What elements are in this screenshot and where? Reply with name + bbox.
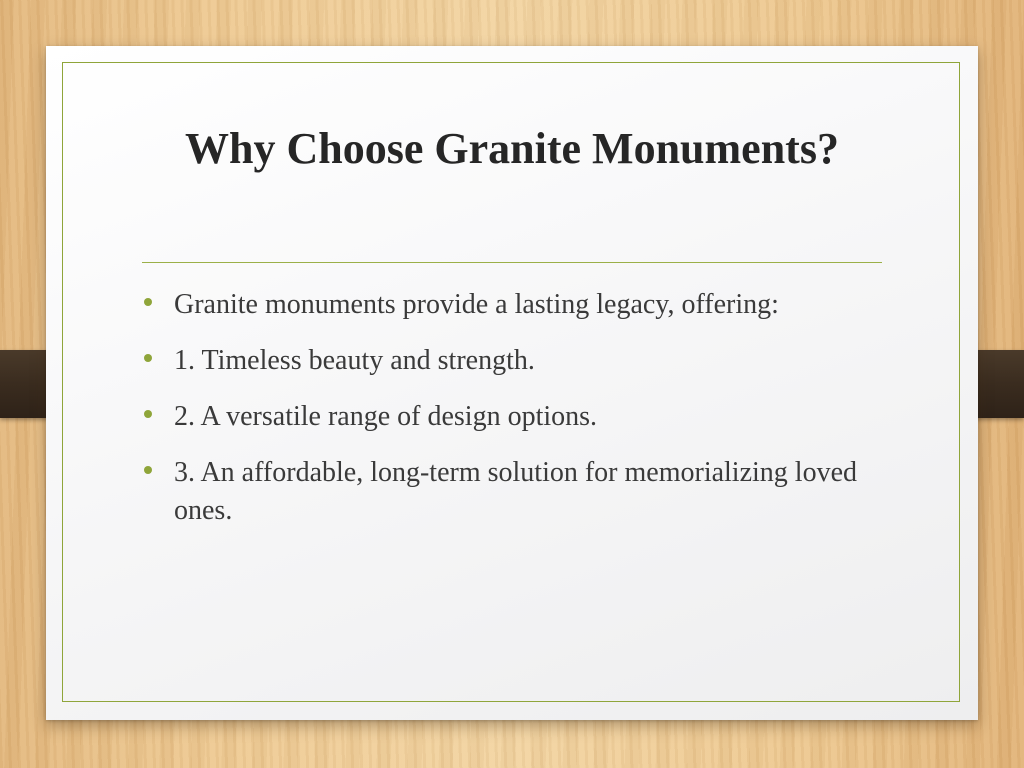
bullet-dot-icon	[144, 298, 152, 306]
bullet-item	[142, 342, 902, 380]
bullet-text: 2. A versatile range of design options.	[174, 401, 598, 432]
bullet-dot-icon	[144, 354, 152, 362]
bullet-item	[142, 286, 902, 324]
bullet-item	[142, 454, 902, 530]
bullet-text: Granite monuments provide a lasting legacy, offering:	[174, 289, 779, 320]
bullet-text: 1. Timeless beauty and strength.	[174, 345, 535, 376]
slide-title: Why Choose Granite Monuments?	[185, 124, 839, 173]
title-divider	[142, 262, 882, 263]
bullet-text: 3. An affordable, long-term solution for memorializing loved ones.	[174, 457, 857, 526]
bullet-item	[142, 398, 902, 436]
bullet-dot-icon	[144, 466, 152, 474]
bullet-dot-icon	[144, 410, 152, 418]
bullet-list	[142, 286, 902, 548]
slide-card	[46, 46, 978, 720]
